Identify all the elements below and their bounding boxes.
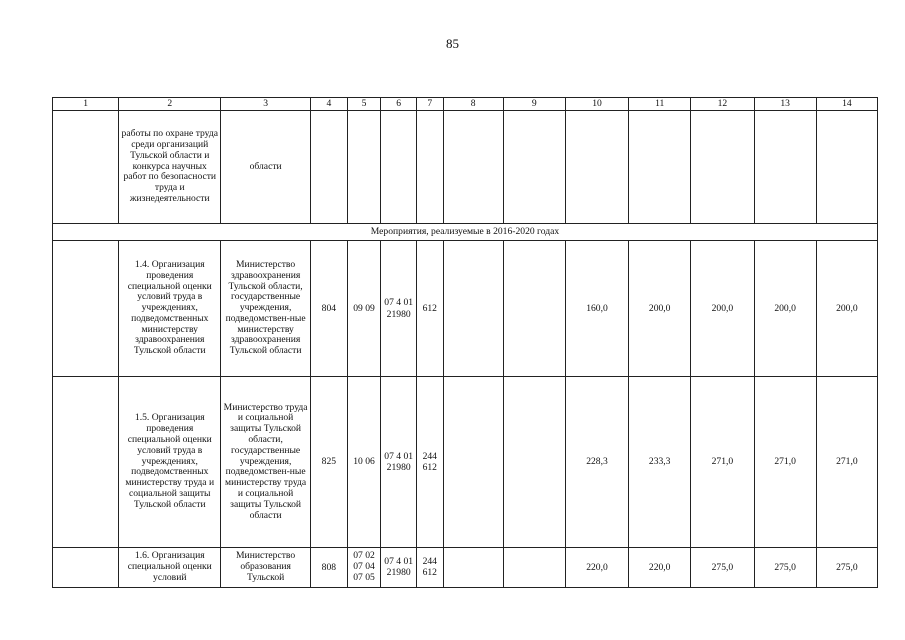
value-cell: 200,0 xyxy=(691,241,754,377)
cell xyxy=(816,111,877,224)
column-header: 12 xyxy=(691,98,754,111)
value-cell: 200,0 xyxy=(754,241,816,377)
value-cell: 220,0 xyxy=(629,548,691,588)
cell xyxy=(443,548,503,588)
value-cell: 275,0 xyxy=(691,548,754,588)
cell: 07 4 01 21980 xyxy=(381,548,417,588)
table-row xyxy=(53,241,878,377)
column-header: 7 xyxy=(417,98,444,111)
measure-name-cell: 1.5. Организация проведения специальной оценки условий труда в учреждениях, подведомственных министерству труда и социальной защиты Тульской области xyxy=(119,377,221,548)
value-cell: 228,3 xyxy=(565,377,628,548)
cell xyxy=(310,111,347,224)
value-cell: 271,0 xyxy=(754,377,816,548)
value-cell: 160,0 xyxy=(565,241,628,377)
program-table xyxy=(52,97,878,588)
cell: 612 xyxy=(417,241,444,377)
cell xyxy=(53,548,119,588)
column-header: 2 xyxy=(119,98,221,111)
section-title: Мероприятия, реализуемые в 2016-2020 годах xyxy=(53,224,878,241)
column-header: 5 xyxy=(347,98,381,111)
cell: 804 xyxy=(310,241,347,377)
column-header: 4 xyxy=(310,98,347,111)
cell: 10 06 xyxy=(347,377,381,548)
column-header: 1 xyxy=(53,98,119,111)
cell xyxy=(754,111,816,224)
column-header: 11 xyxy=(629,98,691,111)
column-header: 13 xyxy=(754,98,816,111)
measure-name-cell: работы по охране труда среди организаций Тульской области и конкурса научных работ по безопасности труда и жизнедеятельности xyxy=(119,111,221,224)
value-cell: 271,0 xyxy=(691,377,754,548)
cell xyxy=(443,111,503,224)
executor-cell: Министерство здравоохранения Тульской области, государственные учреждения, подведомствен-ные министерству здравоохранения Тульской области xyxy=(221,241,311,377)
cell xyxy=(347,111,381,224)
cell xyxy=(53,377,119,548)
value-cell: 200,0 xyxy=(816,241,877,377)
cell xyxy=(381,111,417,224)
value-cell: 220,0 xyxy=(565,548,628,588)
cell xyxy=(691,111,754,224)
cell: 244 612 xyxy=(417,548,444,588)
measure-name-cell: 1.6. Организация специальной оценки условий xyxy=(119,548,221,588)
cell xyxy=(565,111,628,224)
value-cell: 271,0 xyxy=(816,377,877,548)
executor-cell: области xyxy=(221,111,311,224)
table-row xyxy=(53,548,878,588)
column-header: 6 xyxy=(381,98,417,111)
column-header: 8 xyxy=(443,98,503,111)
cell: 244 612 xyxy=(417,377,444,548)
cell xyxy=(503,548,565,588)
cell xyxy=(417,111,444,224)
cell xyxy=(443,241,503,377)
cell xyxy=(503,241,565,377)
measure-name-cell: 1.4. Организация проведения специальной оценки условий труда в учреждениях, подведомственных министерству здравоохранения Тульской области xyxy=(119,241,221,377)
value-cell: 275,0 xyxy=(816,548,877,588)
executor-cell: Министерство образования Тульской xyxy=(221,548,311,588)
column-header: 14 xyxy=(816,98,877,111)
page-number: 85 xyxy=(446,36,459,51)
table-header-row xyxy=(53,98,878,111)
cell: 09 09 xyxy=(347,241,381,377)
table-row xyxy=(53,377,878,548)
cell xyxy=(629,111,691,224)
value-cell: 200,0 xyxy=(629,241,691,377)
cell xyxy=(53,241,119,377)
table-row xyxy=(53,111,878,224)
cell xyxy=(443,377,503,548)
value-cell: 275,0 xyxy=(754,548,816,588)
cell xyxy=(53,111,119,224)
cell: 07 4 01 21980 xyxy=(381,241,417,377)
cell: 808 xyxy=(310,548,347,588)
column-header: 10 xyxy=(565,98,628,111)
cell: 07 4 01 21980 xyxy=(381,377,417,548)
cell xyxy=(503,111,565,224)
value-cell: 233,3 xyxy=(629,377,691,548)
column-header: 9 xyxy=(503,98,565,111)
cell: 825 xyxy=(310,377,347,548)
column-header: 3 xyxy=(221,98,311,111)
cell xyxy=(503,377,565,548)
section-row xyxy=(53,224,878,241)
executor-cell: Министерство труда и социальной защиты Тульской области, государственные учреждения, подведомствен-ные министерству труда и социальной защиты Тульской области xyxy=(221,377,311,548)
cell: 07 02 07 04 07 05 xyxy=(347,548,381,588)
